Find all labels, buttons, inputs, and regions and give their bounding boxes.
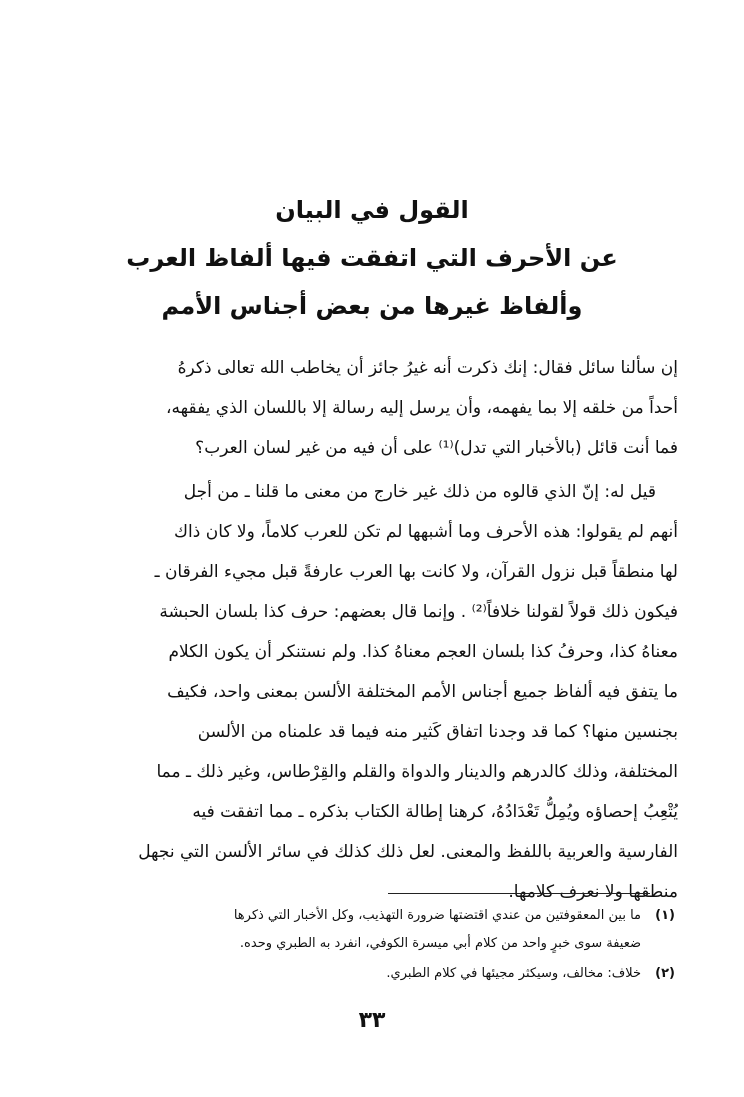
paragraph-question [70,348,678,468]
title-line-3: وألفاظ غيرها من بعض أجناس الأمم [161,292,583,320]
text-line: ما يتفق فيه ألفاظ جميع أجناس الأمم المختلفة الألسن بمعنى واحد، فكيف [167,682,678,702]
footnote-line: ما بين المعقوفتين من عندي اقتضتها ضرورة التهذيب، وكل الأخبار التي ذكرها [233,908,641,923]
text-line: فيكون ذلك قولاً لقولنا خلافاً⁽²⁾ . وإنما قال بعضهم: حرف كذا بلسان الحبشة [159,602,678,622]
text-line: الفارسية والعربية باللفظ والمعنى. لعل ذلك كذلك في سائر الألسن التي نجهل [138,842,678,862]
title-line-1: القول في البيان [275,196,469,224]
footnotes [95,902,675,990]
text-line: قيل له: إنّ الذي قالوه من ذلك غير خارج من معنى ما قلنا ـ من أجل [183,482,656,502]
text-line: إن سألنا سائل فقال: إنك ذكرت أنه غيرُ جائز أن يخاطب الله تعالى ذكرهُ [177,358,678,378]
text-line: فما أنت قائل (بالأخبار التي تدل)⁽¹⁾ على أن فيه من غير لسان العرب؟ [195,438,678,458]
footnote-line: ضعيفة سوى خبرٍ واحد من كلام أبي ميسرة الكوفي، انفرد به الطبري وحده. [239,936,641,951]
footnote-text [95,902,641,958]
text-line: أحداً من خلقه إلا بما يفهمه، وأن يرسل إليه رسالة إلا باللسان الذي يفقهه، [166,398,678,418]
footnote-text [95,960,641,988]
footnote-divider [388,893,650,894]
text-line: منطقها ولا نعرف كلامها. [508,882,678,902]
page-number: ٣٣ [358,1008,386,1033]
footnote-number: (٢) [655,966,675,981]
text-line: بجنسين منها؟ كما قد وجدنا اتفاق كَثير منه فيما قد علمناه من الألسن [197,722,678,742]
text-line: المختلفة، وذلك كالدرهم والدينار والدواة والقلم والقِرْطاس، وغير ذلك ـ مما [156,762,678,782]
footnote-number: (١) [655,908,675,923]
footnote-line: خلاف: مخالف، وسيكثر مجيئها في كلام الطبري. [386,966,641,981]
footnote-1 [95,902,675,958]
paragraph-answer [70,472,678,912]
text-line: معناهُ كذا، وحرفُ كذا بلسان العجم معناهُ كذا. ولم نستنكر أن يكون الكلام [168,642,678,662]
footnote-2 [95,960,675,988]
text-line: أنهم لم يقولوا: هذه الأحرف وما أشبهها لم تكن للعرب كلاماً، ولا كان ذاك [174,522,678,542]
chapter-title [60,186,684,330]
text-line: يُتْعِبُ إحصاؤه ويُمِلُّ تَعْدَادُهُ، كرهنا إطالة الكتاب بذكره ـ مما اتفقت فيه [192,802,678,822]
title-line-2: عن الأحرف التي اتفقت فيها ألفاظ العرب [126,244,618,272]
text-line: لها منطقاً قبل نزول القرآن، ولا كانت بها العرب عارفةً قبل مجيء الفرقان ـ [154,562,678,582]
